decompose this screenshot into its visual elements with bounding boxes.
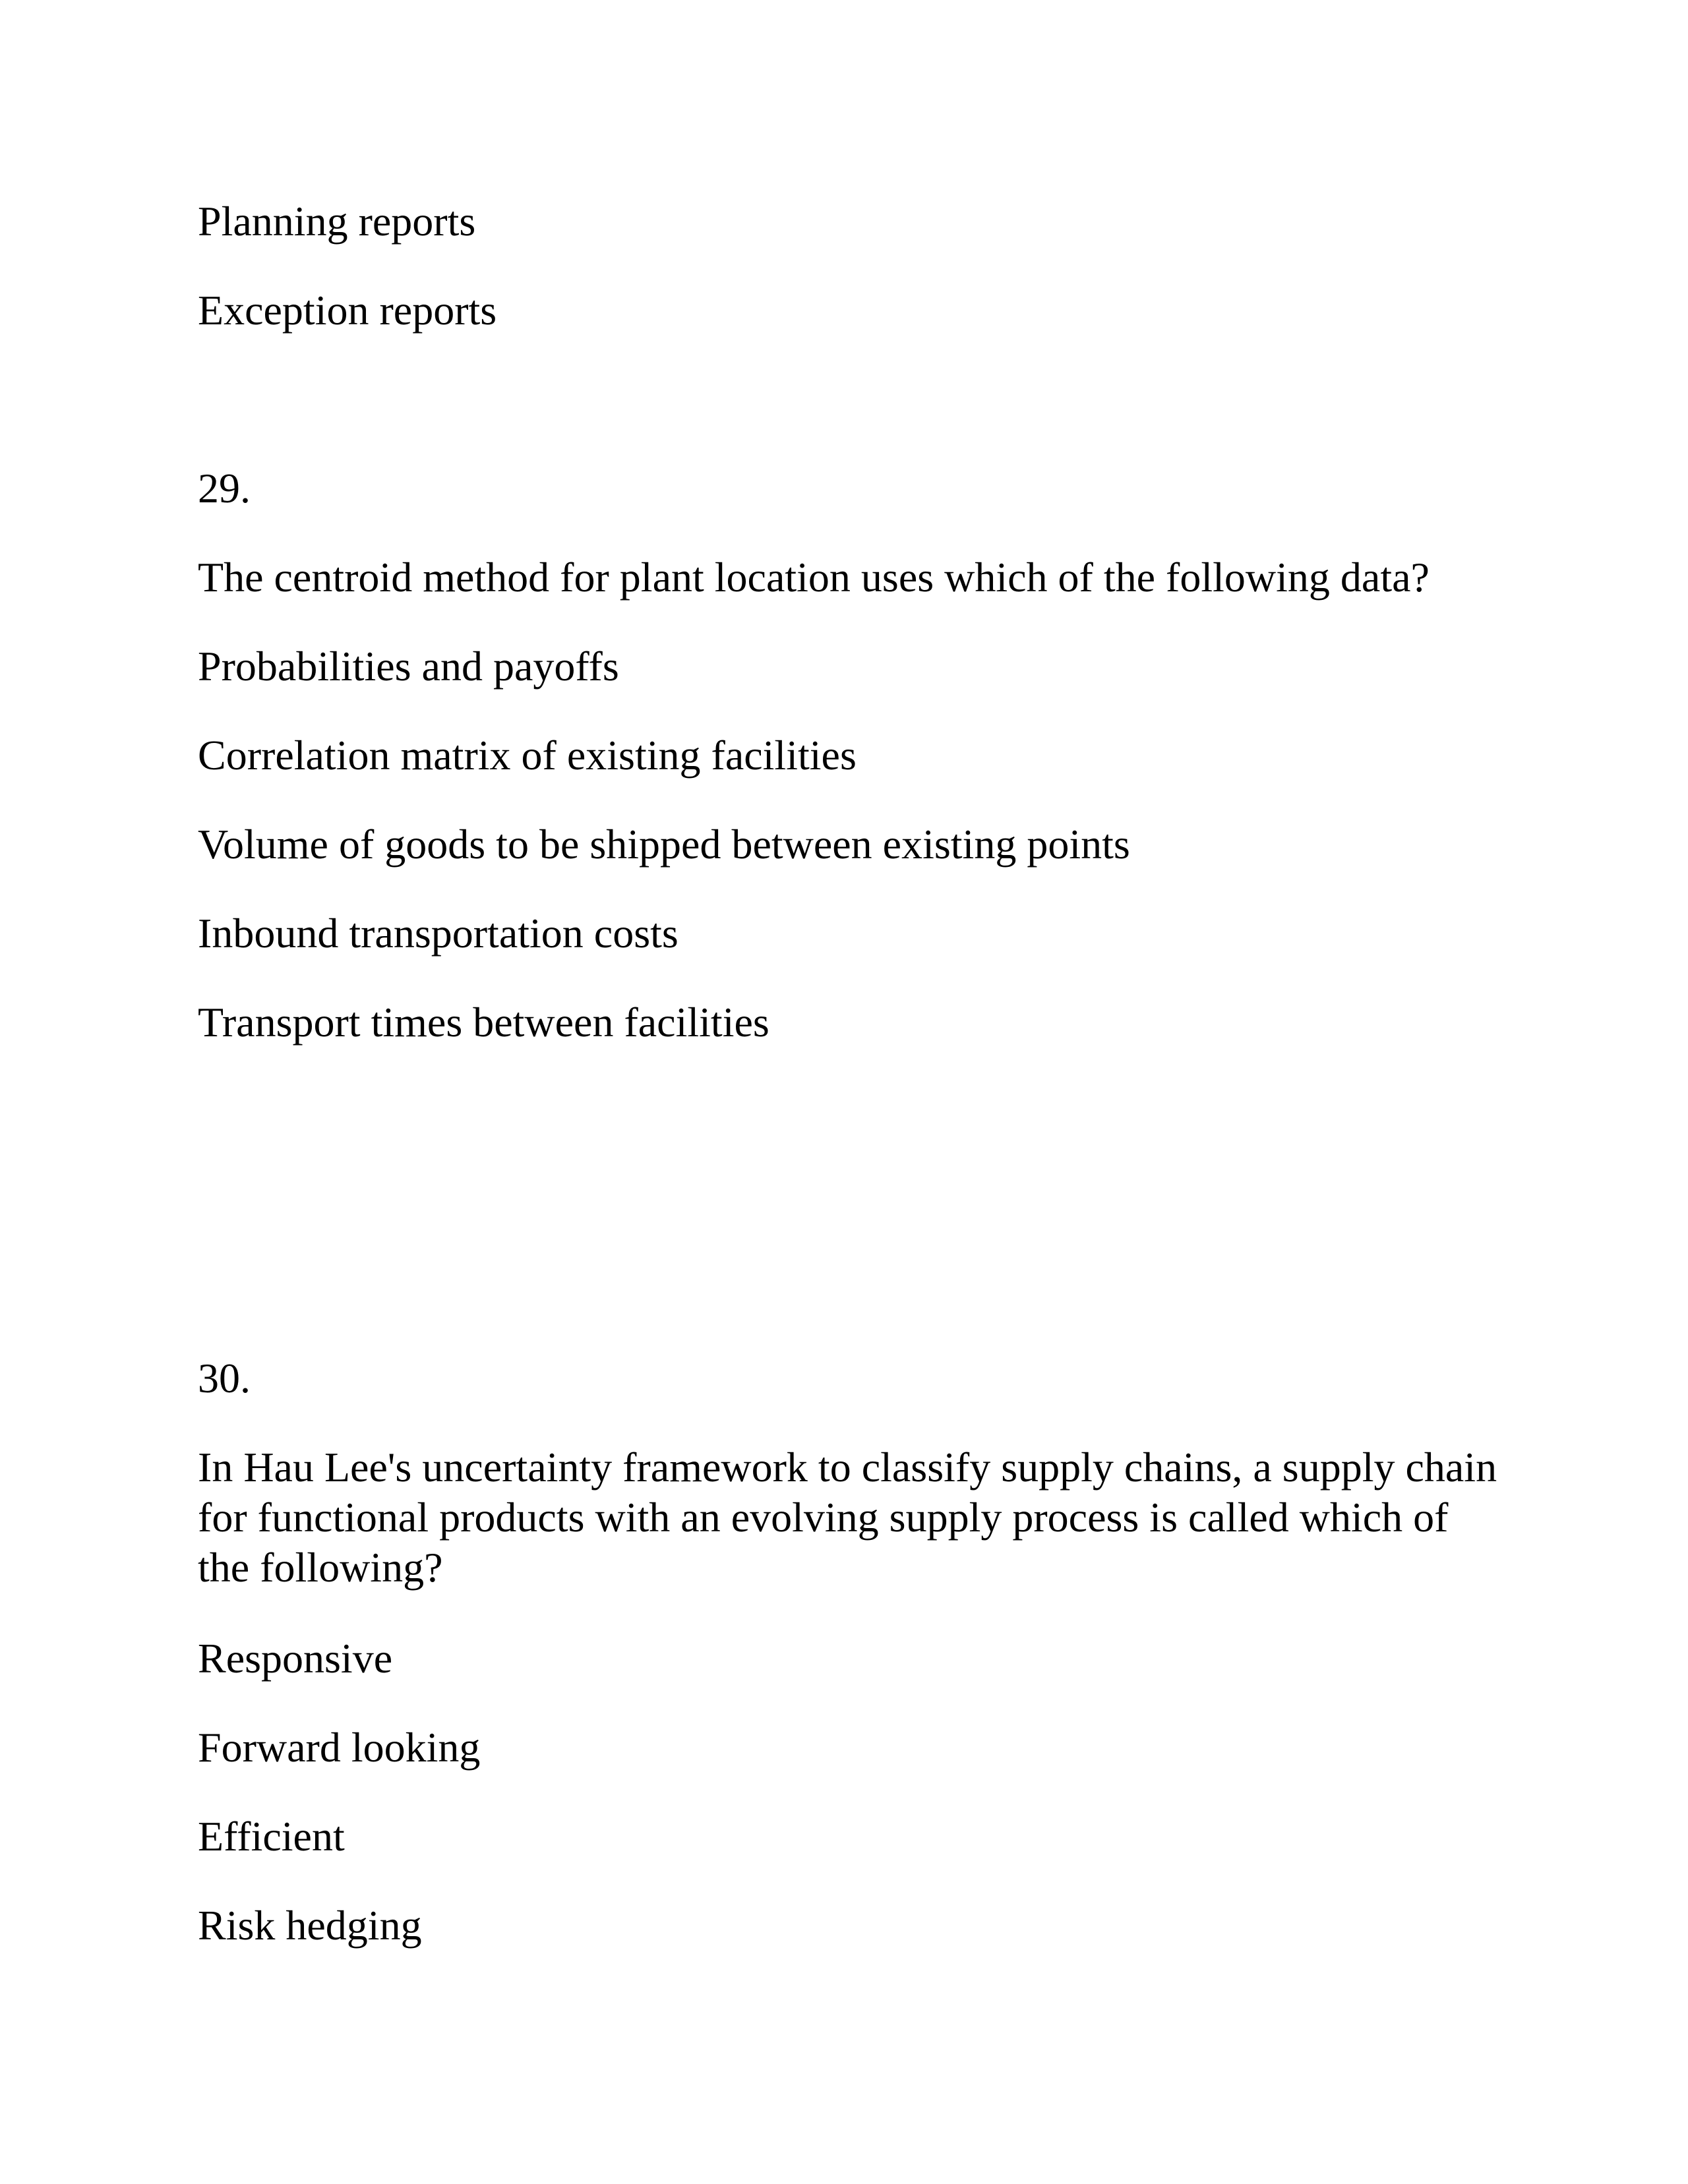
q29-option-3: Volume of goods to be shipped between existing points	[198, 821, 1130, 868]
q28-option-2: Exception reports	[198, 287, 497, 334]
q29-option-5: Transport times between facilities	[198, 999, 769, 1046]
q29-option-1: Probabilities and payoffs	[198, 643, 619, 690]
q29-question: The centroid method for plant location uses which of the following data?	[198, 554, 1430, 601]
q29-option-4: Inbound transportation costs	[198, 910, 678, 957]
q30-question: In Hau Lee's uncertainty framework to classify supply chains, a supply chain for functional products with an evolving supply process is called which of the following?	[198, 1444, 1497, 1591]
q29-option-2: Correlation matrix of existing facilities	[198, 732, 857, 779]
q30-number: 30.	[198, 1355, 251, 1402]
q30-option-2: Forward looking	[198, 1724, 481, 1771]
q29-number: 29.	[198, 465, 251, 512]
q30-option-4: Risk hedging	[198, 1902, 422, 1949]
q30-option-1: Responsive	[198, 1635, 393, 1682]
q30-option-3: Efficient	[198, 1813, 345, 1860]
q28-option-1: Planning reports	[198, 198, 476, 245]
